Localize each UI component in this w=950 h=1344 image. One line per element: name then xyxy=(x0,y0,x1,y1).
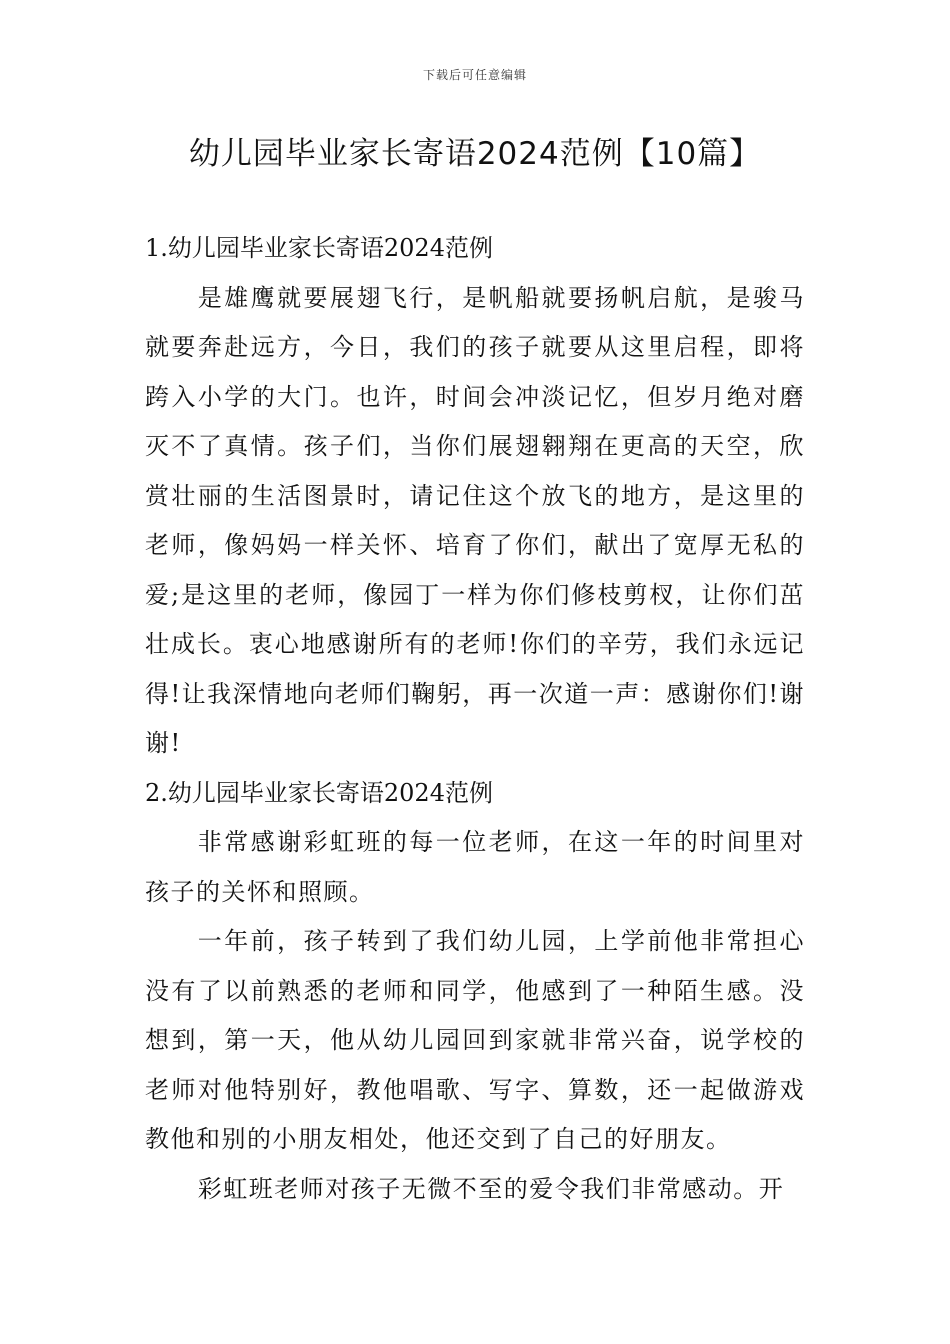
document-body xyxy=(145,224,805,1214)
section-1-paragraph-1: 是雄鹰就要展翅飞行，是帆船就要扬帆启航，是骏马就要奔赴远方，今日，我们的孩子就要从这里启程，即将跨入小学的大门。也许，时间会冲淡记忆，但岁月绝对磨灭不了真情。孩子们，当你们展翅翱翔在更高的天空，欣赏壮丽的生活图景时，请记住这个放飞的地方，是这里的老师，像妈妈一样关怀、培育了你们，献出了宽厚无私的爱;是这里的老师，像园丁一样为你们修枝剪杈，让你们茁壮成长。衷心地感谢所有的老师!你们的辛劳，我们永远记得!让我深情地向老师们鞠躬，再一次道一声：感谢你们!谢谢! xyxy=(145,283,805,757)
section-heading-2: 2.幼儿园毕业家长寄语2024范例 xyxy=(145,778,493,807)
section-2-paragraph-1: 非常感谢彩虹班的每一位老师，在这一年的时间里对孩子的关怀和照顾。 xyxy=(145,828,805,906)
document-title: 幼儿园毕业家长寄语2024范例【10篇】 xyxy=(188,136,762,172)
section-2-paragraph-3: 彩虹班老师对孩子无微不至的爱令我们非常感动。开 xyxy=(197,1174,785,1203)
section-2-paragraph-2: 一年前，孩子转到了我们幼儿园，上学前他非常担心没有了以前熟悉的老师和同学，他感到了一种陌生感。没想到，第一天，他从幼儿园回到家就非常兴奋，说学校的老师对他特别好，教他唱歌、写字、算数，还一起做游戏教他和别的小朋友相处，他还交到了自己的好朋友。 xyxy=(145,927,805,1153)
header-note: 下载后可任意编辑 xyxy=(422,68,527,82)
section-heading-1: 1.幼儿园毕业家长寄语2024范例 xyxy=(145,234,493,262)
